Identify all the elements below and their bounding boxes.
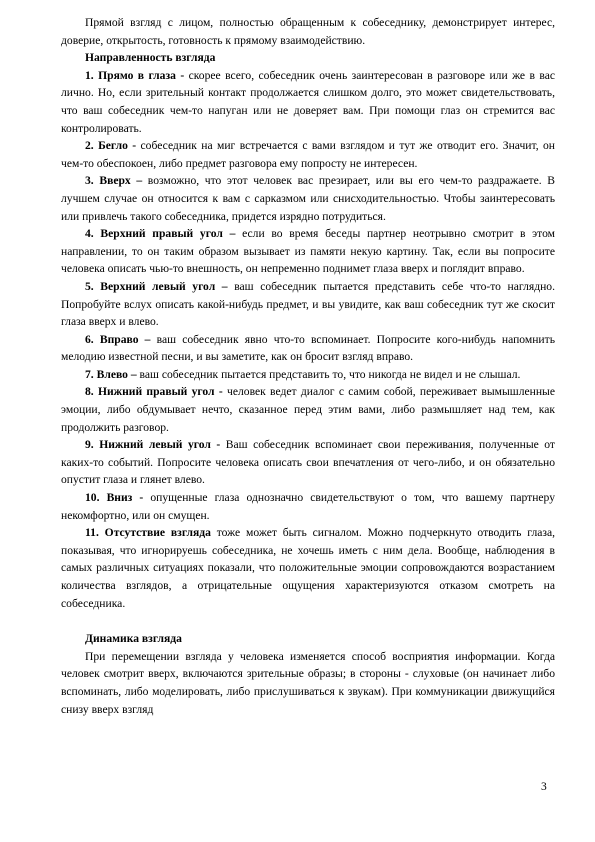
item-text: тоже может быть сигналом. Можно подчеркнуто отводить глаза, показывая, что игнорируешь собеседника, не хочешь иметь с ним дела. Вообще, наблюдения в самых различных ситуациях показали, что положительные эмоции сопровождаются возрастанием количества взглядов, а отрицательные ощущения характеризуются отказом смотреть на собеседника.	[61, 526, 555, 610]
item-paragraph	[61, 225, 555, 278]
item-term: 9. Нижний левый угол -	[85, 438, 221, 452]
item-term: 8. Нижний правый угол -	[85, 385, 223, 399]
item-text: ваш собеседник явно что-то вспоминает. Попросите кого-нибудь напомнить мелодию известной песни, и вы заметите, как он бросит взгляд вправо.	[61, 332, 555, 364]
item-text: опущенные глаза однозначно свидетельствуют о том, что вашему партнеру некомфортно, или он смущен.	[61, 491, 555, 522]
document-body	[61, 14, 555, 718]
item-text: ваш собеседник пытается представить то, что никогда не видел и не слышал.	[136, 367, 521, 381]
item-term: 3. Вверх –	[85, 174, 143, 188]
item-text: собеседник на миг встречается с вами взглядом и тут же отводит его. Значит, он чем-то обеспокоен, либо предмет разговора ему попросту не интересен.	[61, 139, 555, 170]
item-paragraph	[61, 489, 555, 524]
item-text: человек ведет диалог с самим собой, переживает вымышленные эмоции, либо обдумывает нечто, сказанное перед этим вами, либо размышляет над тем, как продолжить разговор.	[61, 385, 555, 434]
item-text: ваш собеседник пытается представить себе что-то наглядно. Попробуйте вслух описать какой-нибудь предмет, и вы увидите, как ваш собеседник тут же скосит глаза вверх и влево.	[61, 279, 555, 329]
item-paragraph	[61, 67, 555, 137]
item-paragraph	[61, 436, 555, 489]
direction-heading: Направленность взгляда	[85, 51, 216, 65]
item-term: 2. Бегло -	[85, 139, 137, 153]
dynamics-heading: Динамика взгляда	[85, 632, 182, 646]
item-term: 10. Вниз -	[85, 491, 144, 505]
item-term: 7. Влево –	[85, 367, 137, 381]
item-text: Ваш собеседник вспоминает свои переживания, полученные от каких-то событий. Попросите человека описать свои впечатления от чего-либо, и он обязательно опустит глаза и глянет влево.	[61, 438, 556, 487]
item-text: если во время беседы партнер неотрывно смотрит в этом направлении, то он таким образом вызывает из памяти некую картину. Так, если вы попросите человека описать чью-то внешность, он непременно поднимет глаза вверх и поглядит вправо.	[61, 227, 555, 276]
item-paragraph	[61, 172, 555, 225]
page-number: 3	[541, 781, 547, 793]
item-text: скорее всего, собеседник очень заинтересован в разговоре или же в вас лично. Но, если зрительный контакт продолжается слишком долго, это может свидетельствовать, что ваш собеседник чем-то напуган или не доверяет вам. При помощи глаз он стремится вас контролировать.	[61, 68, 555, 135]
item-term: 6. Вправо –	[85, 332, 151, 346]
item-paragraph	[61, 524, 555, 612]
intro-paragraph: Прямой взгляд с лицом, полностью обращенным к собеседнику, демонстрирует интерес, доверие, открытость, готовность к прямому взаимодействию.	[61, 16, 555, 47]
item-paragraph	[61, 137, 555, 172]
dynamics-paragraph: При перемещении взгляда у человека изменяется способ восприятия информации. Когда человек смотрит вверх, включаются зрительные образы; в стороны - слуховые (он начинает либо вспоминать, либо моделировать, либо прислушиваться к звукам). При коммуникации движущийся снизу вверх взгляд	[61, 649, 555, 716]
item-term: 1. Прямо в глаза -	[85, 68, 185, 82]
item-term: 4. Верхний правый угол –	[85, 227, 236, 241]
item-term: 11. Отсутствие взгляда	[85, 526, 211, 540]
item-paragraph	[61, 366, 555, 384]
item-paragraph	[61, 383, 555, 436]
item-paragraph	[61, 278, 555, 331]
item-text: возможно, что этот человек вас презирает, или вы его чем-то раздражаете. В лучшем случае он относится к вам с сарказмом или снисходительностью. Чтобы заинтересовать или привлечь такого собеседника, придется изрядно потрудиться.	[61, 174, 555, 223]
item-paragraph	[61, 331, 555, 366]
item-term: 5. Верхний левый угол –	[85, 279, 228, 293]
